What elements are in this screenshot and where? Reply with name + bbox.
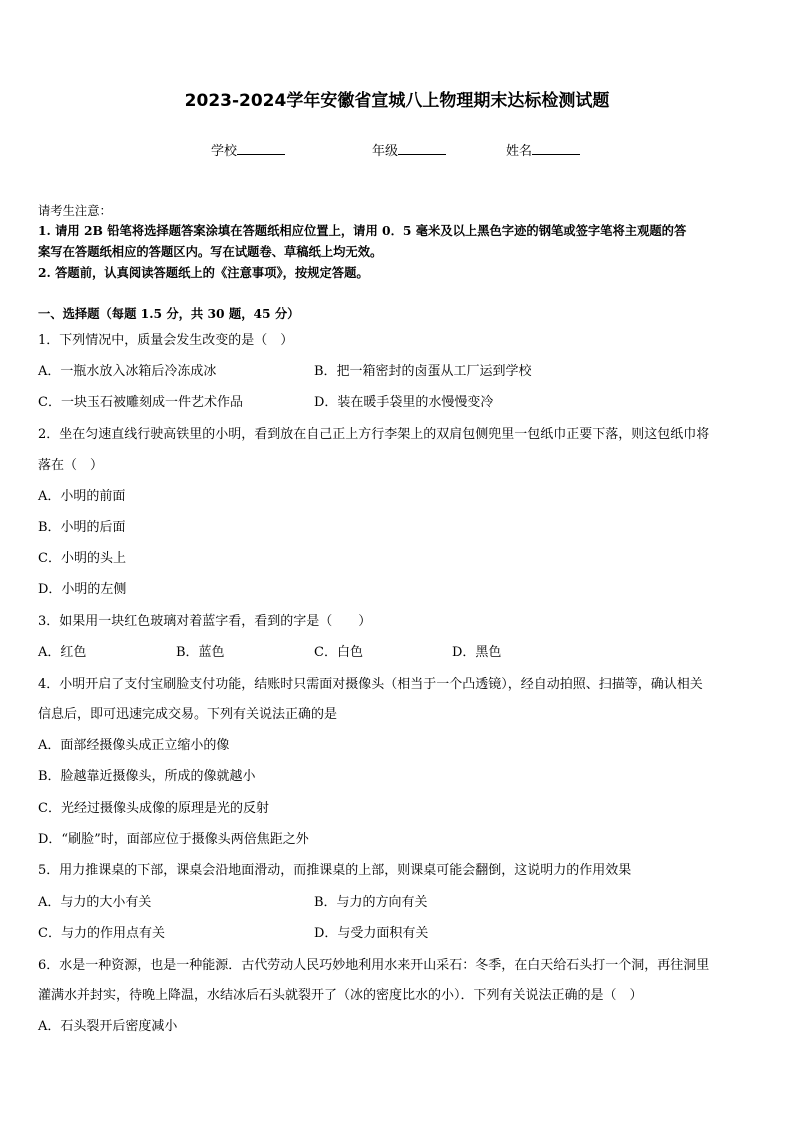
question-3-stem: 3．如果用一块红色玻璃对着蓝字看，看到的字是（ ） xyxy=(38,614,372,629)
question-4-option-d[interactable]: D．“刷脸”时，面部应位于摄像头两倍焦距之外 xyxy=(38,832,309,847)
school-blank[interactable] xyxy=(237,142,285,155)
question-4-stem-line-2: 信息后，即可迅速完成交易。下列有关说法正确的是 xyxy=(38,707,338,722)
notice-item-1-line-2: 案写在答题纸相应的答题区内。写在试题卷、草稿纸上均无效。 xyxy=(38,244,383,259)
question-4-stem-line-1: 4．小明开启了支付宝刷脸支付功能，结账时只需面对摄像头（相当于一个凸透镜），经自动拍照、扫描等，确认相关 xyxy=(38,677,703,692)
question-3-option-c[interactable]: C．白色 xyxy=(314,645,363,660)
question-1-option-b[interactable]: B．把一箱密封的卤蛋从工厂运到学校 xyxy=(314,364,532,379)
grade-label: 年级 xyxy=(372,144,399,159)
question-2-option-b[interactable]: B．小明的后面 xyxy=(38,520,126,535)
question-1-stem: 1．下列情况中，质量会发生改变的是（ ） xyxy=(38,333,294,348)
question-4-option-c[interactable]: C．光经过摄像头成像的原理是光的反射 xyxy=(38,801,269,816)
question-2-option-d[interactable]: D．小明的左侧 xyxy=(38,582,127,597)
question-6-stem-line-2: 灌满水并封实，待晚上降温，水结冰后石头就裂开了（冰的密度比水的小）．下列有关说法正确的是（ ） xyxy=(38,988,643,1003)
question-6-option-a[interactable]: A．石头裂开后密度减小 xyxy=(38,1019,178,1034)
question-2-stem-line-2: 落在（ ） xyxy=(38,458,104,473)
grade-blank[interactable] xyxy=(398,142,446,155)
question-1-option-a[interactable]: A．一瓶水放入冰箱后冷冻成冰 xyxy=(38,364,217,379)
notice-heading: 请考生注意： xyxy=(38,204,112,218)
question-4-option-b[interactable]: B．脸越靠近摄像头，所成的像就越小 xyxy=(38,769,256,784)
question-6-stem-line-1: 6．水是一种资源，也是一种能源．古代劳动人民巧妙地利用水来开山采石：冬季，在白天给石头打一个洞，再往洞里 xyxy=(38,958,710,973)
question-1-option-d[interactable]: D．装在暖手袋里的水慢慢变冷 xyxy=(314,395,494,410)
notice-item-1-line-1: 1. 请用 2B 铅笔将选择题答案涂填在答题纸相应位置上，请用 0．5 毫米及以上黑色字迹的钢笔或签字笔将主观题的答 xyxy=(38,223,687,238)
question-5-option-b[interactable]: B．与力的方向有关 xyxy=(314,895,428,910)
question-2-option-c[interactable]: C．小明的头上 xyxy=(38,551,126,566)
question-5-option-c[interactable]: C．与力的作用点有关 xyxy=(38,926,165,941)
question-3-option-a[interactable]: A．红色 xyxy=(38,645,87,660)
section-heading: 一、选择题（每题 1.5 分，共 30 题，45 分） xyxy=(38,306,300,321)
question-3-option-d[interactable]: D．黑色 xyxy=(452,645,502,660)
school-label: 学校 xyxy=(211,144,238,159)
name-field[interactable] xyxy=(506,140,580,159)
notice-item-2: 2. 答题前，认真阅读答题纸上的《注意事项》，按规定答题。 xyxy=(38,265,369,280)
name-blank[interactable] xyxy=(532,142,580,155)
student-info-fields xyxy=(0,140,794,160)
question-2-option-a[interactable]: A．小明的前面 xyxy=(38,489,126,504)
question-5-stem: 5．用力推课桌的下部，课桌会沿地面滑动，而推课桌的上部，则课桌可能会翻倒，这说明力的作用效果 xyxy=(38,863,632,878)
question-3-option-b[interactable]: B．蓝色 xyxy=(176,645,225,660)
question-2-stem-line-1: 2．坐在匀速直线行驶高铁里的小明，看到放在自己正上方行李架上的双肩包侧兜里一包纸巾正要下落，则这包纸巾将 xyxy=(38,427,710,442)
school-field[interactable] xyxy=(211,140,285,159)
question-4-option-a[interactable]: A．面部经摄像头成正立缩小的像 xyxy=(38,738,230,753)
question-1-option-c[interactable]: C．一块玉石被雕刻成一件艺术作品 xyxy=(38,395,243,410)
exam-title: 2023-2024学年安徽省宣城八上物理期末达标检测试题 xyxy=(184,91,610,111)
grade-field[interactable] xyxy=(372,140,446,159)
question-5-option-a[interactable]: A．与力的大小有关 xyxy=(38,895,152,910)
name-label: 姓名 xyxy=(506,144,533,159)
question-5-option-d[interactable]: D．与受力面积有关 xyxy=(314,926,429,941)
